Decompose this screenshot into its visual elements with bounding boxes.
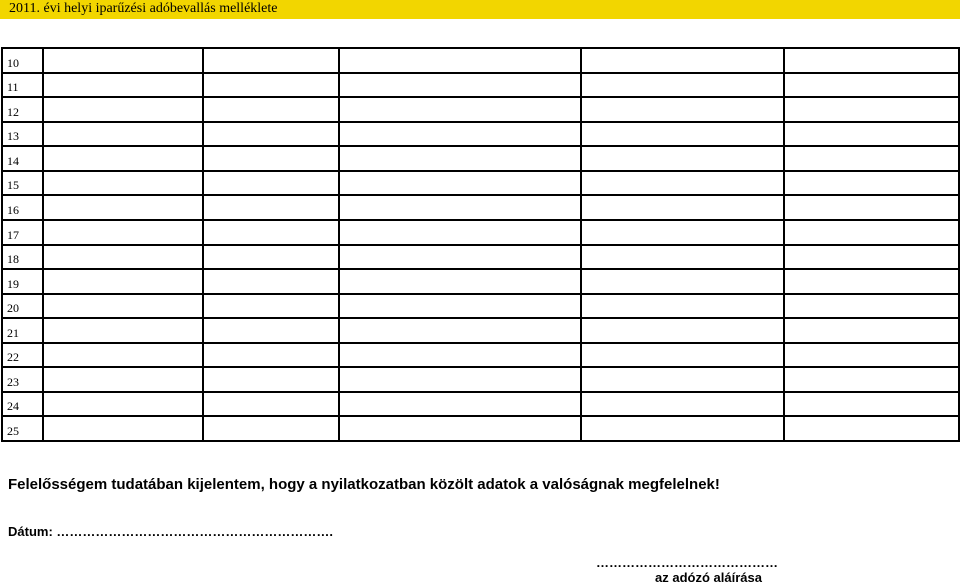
row-number: 20 (2, 294, 43, 319)
cell-input[interactable] (582, 295, 783, 318)
table-cell[interactable] (203, 146, 339, 171)
cell-input[interactable] (785, 319, 958, 342)
table-row (2, 343, 959, 368)
table-cell[interactable] (339, 97, 581, 122)
table-cell[interactable] (581, 343, 784, 368)
table-cell[interactable] (581, 73, 784, 98)
cell-input[interactable] (582, 123, 783, 146)
cell-input[interactable] (582, 98, 783, 121)
cell-input[interactable] (785, 393, 958, 416)
cell-input[interactable] (340, 295, 580, 318)
table-cell[interactable] (339, 220, 581, 245)
cell-input[interactable] (582, 344, 783, 367)
cell-input[interactable] (340, 196, 580, 219)
table-cell[interactable] (784, 122, 959, 147)
table-cell[interactable] (203, 122, 339, 147)
cell-input[interactable] (785, 196, 958, 219)
cell-input[interactable] (785, 344, 958, 367)
cell-input[interactable] (44, 123, 202, 146)
row-number: 23 (2, 367, 43, 392)
cell-input[interactable] (582, 270, 783, 293)
table-cell[interactable] (339, 343, 581, 368)
cell-input[interactable] (44, 393, 202, 416)
table-row (2, 318, 959, 343)
table-cell[interactable] (43, 416, 203, 441)
cell-input[interactable] (340, 344, 580, 367)
table-cell[interactable] (784, 97, 959, 122)
cell-input[interactable] (44, 319, 202, 342)
table-cell[interactable] (203, 195, 339, 220)
cell-input[interactable] (44, 270, 202, 293)
table-cell[interactable] (203, 48, 339, 73)
table-row (2, 416, 959, 441)
cell-input[interactable] (785, 246, 958, 269)
table-cell[interactable] (784, 171, 959, 196)
cell-input[interactable] (44, 344, 202, 367)
table-row (2, 294, 959, 319)
table-row (2, 171, 959, 196)
cell-input[interactable] (340, 74, 580, 97)
table-row (2, 392, 959, 417)
table-cell[interactable] (43, 269, 203, 294)
table-cell[interactable] (43, 97, 203, 122)
cell-input[interactable] (204, 172, 338, 195)
cell-input[interactable] (340, 147, 580, 170)
cell-input[interactable] (44, 246, 202, 269)
table-cell[interactable] (43, 48, 203, 73)
row-number: 14 (2, 146, 43, 171)
table-row (2, 245, 959, 270)
cell-input[interactable] (340, 49, 580, 72)
cell-input[interactable] (340, 246, 580, 269)
signature-label: az adózó aláírása (655, 570, 762, 585)
table-cell[interactable] (581, 48, 784, 73)
cell-input[interactable] (44, 196, 202, 219)
cell-input[interactable] (204, 196, 338, 219)
table-cell[interactable] (203, 416, 339, 441)
table-cell[interactable] (784, 318, 959, 343)
table-cell[interactable] (43, 146, 203, 171)
table-cell[interactable] (203, 269, 339, 294)
table-cell[interactable] (784, 220, 959, 245)
table-cell[interactable] (784, 245, 959, 270)
table-cell[interactable] (784, 269, 959, 294)
cell-input[interactable] (44, 49, 202, 72)
cell-input[interactable] (785, 417, 958, 440)
table-cell[interactable] (43, 195, 203, 220)
cell-input[interactable] (785, 368, 958, 391)
table-cell[interactable] (203, 343, 339, 368)
table-cell[interactable] (43, 171, 203, 196)
table-cell[interactable] (581, 195, 784, 220)
row-number: 11 (2, 73, 43, 98)
cell-input[interactable] (204, 368, 338, 391)
table-cell[interactable] (581, 97, 784, 122)
table-cell[interactable] (581, 171, 784, 196)
cell-input[interactable] (785, 147, 958, 170)
table-cell[interactable] (581, 392, 784, 417)
table-cell[interactable] (43, 294, 203, 319)
table-cell[interactable] (43, 343, 203, 368)
cell-input[interactable] (785, 74, 958, 97)
cell-input[interactable] (44, 368, 202, 391)
cell-input[interactable] (340, 393, 580, 416)
cell-input[interactable] (582, 221, 783, 244)
table-cell[interactable] (581, 416, 784, 441)
row-number: 18 (2, 245, 43, 270)
cell-input[interactable] (582, 147, 783, 170)
table-row (2, 97, 959, 122)
cell-input[interactable] (204, 147, 338, 170)
table-cell[interactable] (339, 294, 581, 319)
table-cell[interactable] (784, 416, 959, 441)
table-cell[interactable] (581, 146, 784, 171)
cell-input[interactable] (44, 147, 202, 170)
table-cell[interactable] (581, 269, 784, 294)
cell-input[interactable] (340, 221, 580, 244)
row-number: 13 (2, 122, 43, 147)
cell-input[interactable] (785, 49, 958, 72)
cell-input[interactable] (582, 74, 783, 97)
table-cell[interactable] (339, 416, 581, 441)
table-cell[interactable] (581, 245, 784, 270)
row-number: 19 (2, 269, 43, 294)
page-title: 2011. évi helyi iparűzési adóbevallás melléklete (9, 1, 278, 16)
declaration-statement: Felelősségem tudatában kijelentem, hogy a nyilatkozatban közölt adatok a valóságnak megfelelnek! (8, 476, 720, 493)
table-row (2, 195, 959, 220)
table-cell[interactable] (203, 220, 339, 245)
table-cell[interactable] (339, 146, 581, 171)
table-row (2, 220, 959, 245)
cell-input[interactable] (785, 123, 958, 146)
row-number: 10 (2, 48, 43, 73)
table-cell[interactable] (784, 48, 959, 73)
table-cell[interactable] (581, 367, 784, 392)
cell-input[interactable] (582, 417, 783, 440)
cell-input[interactable] (204, 74, 338, 97)
table-cell[interactable] (43, 245, 203, 270)
row-number: 24 (2, 392, 43, 417)
cell-input[interactable] (44, 221, 202, 244)
cell-input[interactable] (340, 417, 580, 440)
cell-input[interactable] (204, 246, 338, 269)
table-cell[interactable] (581, 294, 784, 319)
table-cell[interactable] (784, 367, 959, 392)
table-cell[interactable] (784, 195, 959, 220)
table-cell[interactable] (339, 392, 581, 417)
row-number: 25 (2, 416, 43, 441)
table-cell[interactable] (581, 318, 784, 343)
cell-input[interactable] (204, 221, 338, 244)
cell-input[interactable] (785, 98, 958, 121)
table-row (2, 269, 959, 294)
cell-input[interactable] (44, 295, 202, 318)
table-cell[interactable] (339, 367, 581, 392)
cell-input[interactable] (340, 172, 580, 195)
cell-input[interactable] (785, 221, 958, 244)
table-row (2, 73, 959, 98)
cell-input[interactable] (340, 123, 580, 146)
table-cell[interactable] (339, 48, 581, 73)
cell-input[interactable] (44, 172, 202, 195)
row-number: 21 (2, 318, 43, 343)
cell-input[interactable] (204, 393, 338, 416)
table-cell[interactable] (43, 318, 203, 343)
cell-input[interactable] (204, 319, 338, 342)
row-number: 17 (2, 220, 43, 245)
row-number: 22 (2, 343, 43, 368)
cell-input[interactable] (340, 270, 580, 293)
table-cell[interactable] (581, 220, 784, 245)
table-cell[interactable] (339, 73, 581, 98)
table-row (2, 146, 959, 171)
cell-input[interactable] (204, 98, 338, 121)
table-cell[interactable] (203, 73, 339, 98)
table-cell[interactable] (203, 171, 339, 196)
cell-input[interactable] (340, 368, 580, 391)
table-cell[interactable] (203, 318, 339, 343)
table-cell[interactable] (784, 73, 959, 98)
cell-input[interactable] (785, 295, 958, 318)
table-cell[interactable] (203, 367, 339, 392)
cell-input[interactable] (204, 270, 338, 293)
table-cell[interactable] (43, 122, 203, 147)
cell-input[interactable] (44, 74, 202, 97)
table-cell[interactable] (203, 392, 339, 417)
cell-input[interactable] (582, 196, 783, 219)
date-field[interactable]: Dátum: ………………………………………………………. (8, 524, 333, 539)
table-cell[interactable] (784, 294, 959, 319)
cell-input[interactable] (582, 368, 783, 391)
cell-input[interactable] (340, 319, 580, 342)
cell-input[interactable] (204, 344, 338, 367)
table-row (2, 48, 959, 73)
table-row (2, 367, 959, 392)
cell-input[interactable] (44, 417, 202, 440)
table-cell[interactable] (784, 392, 959, 417)
table-cell[interactable] (339, 171, 581, 196)
table-cell[interactable] (203, 294, 339, 319)
table-cell[interactable] (43, 73, 203, 98)
table-cell[interactable] (339, 245, 581, 270)
row-number: 16 (2, 195, 43, 220)
table-cell[interactable] (203, 97, 339, 122)
table-row (2, 122, 959, 147)
cell-input[interactable] (785, 172, 958, 195)
row-number: 12 (2, 97, 43, 122)
attachment-table (1, 47, 960, 442)
cell-input[interactable] (44, 98, 202, 121)
cell-input[interactable] (340, 98, 580, 121)
signature-line[interactable]: …………………………………… (596, 555, 778, 570)
table-cell[interactable] (339, 122, 581, 147)
table-body (2, 48, 959, 441)
cell-input[interactable] (582, 319, 783, 342)
table-cell[interactable] (339, 318, 581, 343)
table-cell[interactable] (339, 195, 581, 220)
table-cell[interactable] (203, 245, 339, 270)
cell-input[interactable] (582, 172, 783, 195)
cell-input[interactable] (785, 270, 958, 293)
cell-input[interactable] (204, 417, 338, 440)
table-cell[interactable] (43, 367, 203, 392)
table-cell[interactable] (784, 146, 959, 171)
table-cell[interactable] (43, 220, 203, 245)
table-cell[interactable] (43, 392, 203, 417)
cell-input[interactable] (204, 123, 338, 146)
cell-input[interactable] (582, 49, 783, 72)
row-number: 15 (2, 171, 43, 196)
cell-input[interactable] (582, 246, 783, 269)
cell-input[interactable] (204, 295, 338, 318)
cell-input[interactable] (204, 49, 338, 72)
table-cell[interactable] (339, 269, 581, 294)
table-cell[interactable] (581, 122, 784, 147)
table-cell[interactable] (784, 343, 959, 368)
cell-input[interactable] (582, 393, 783, 416)
